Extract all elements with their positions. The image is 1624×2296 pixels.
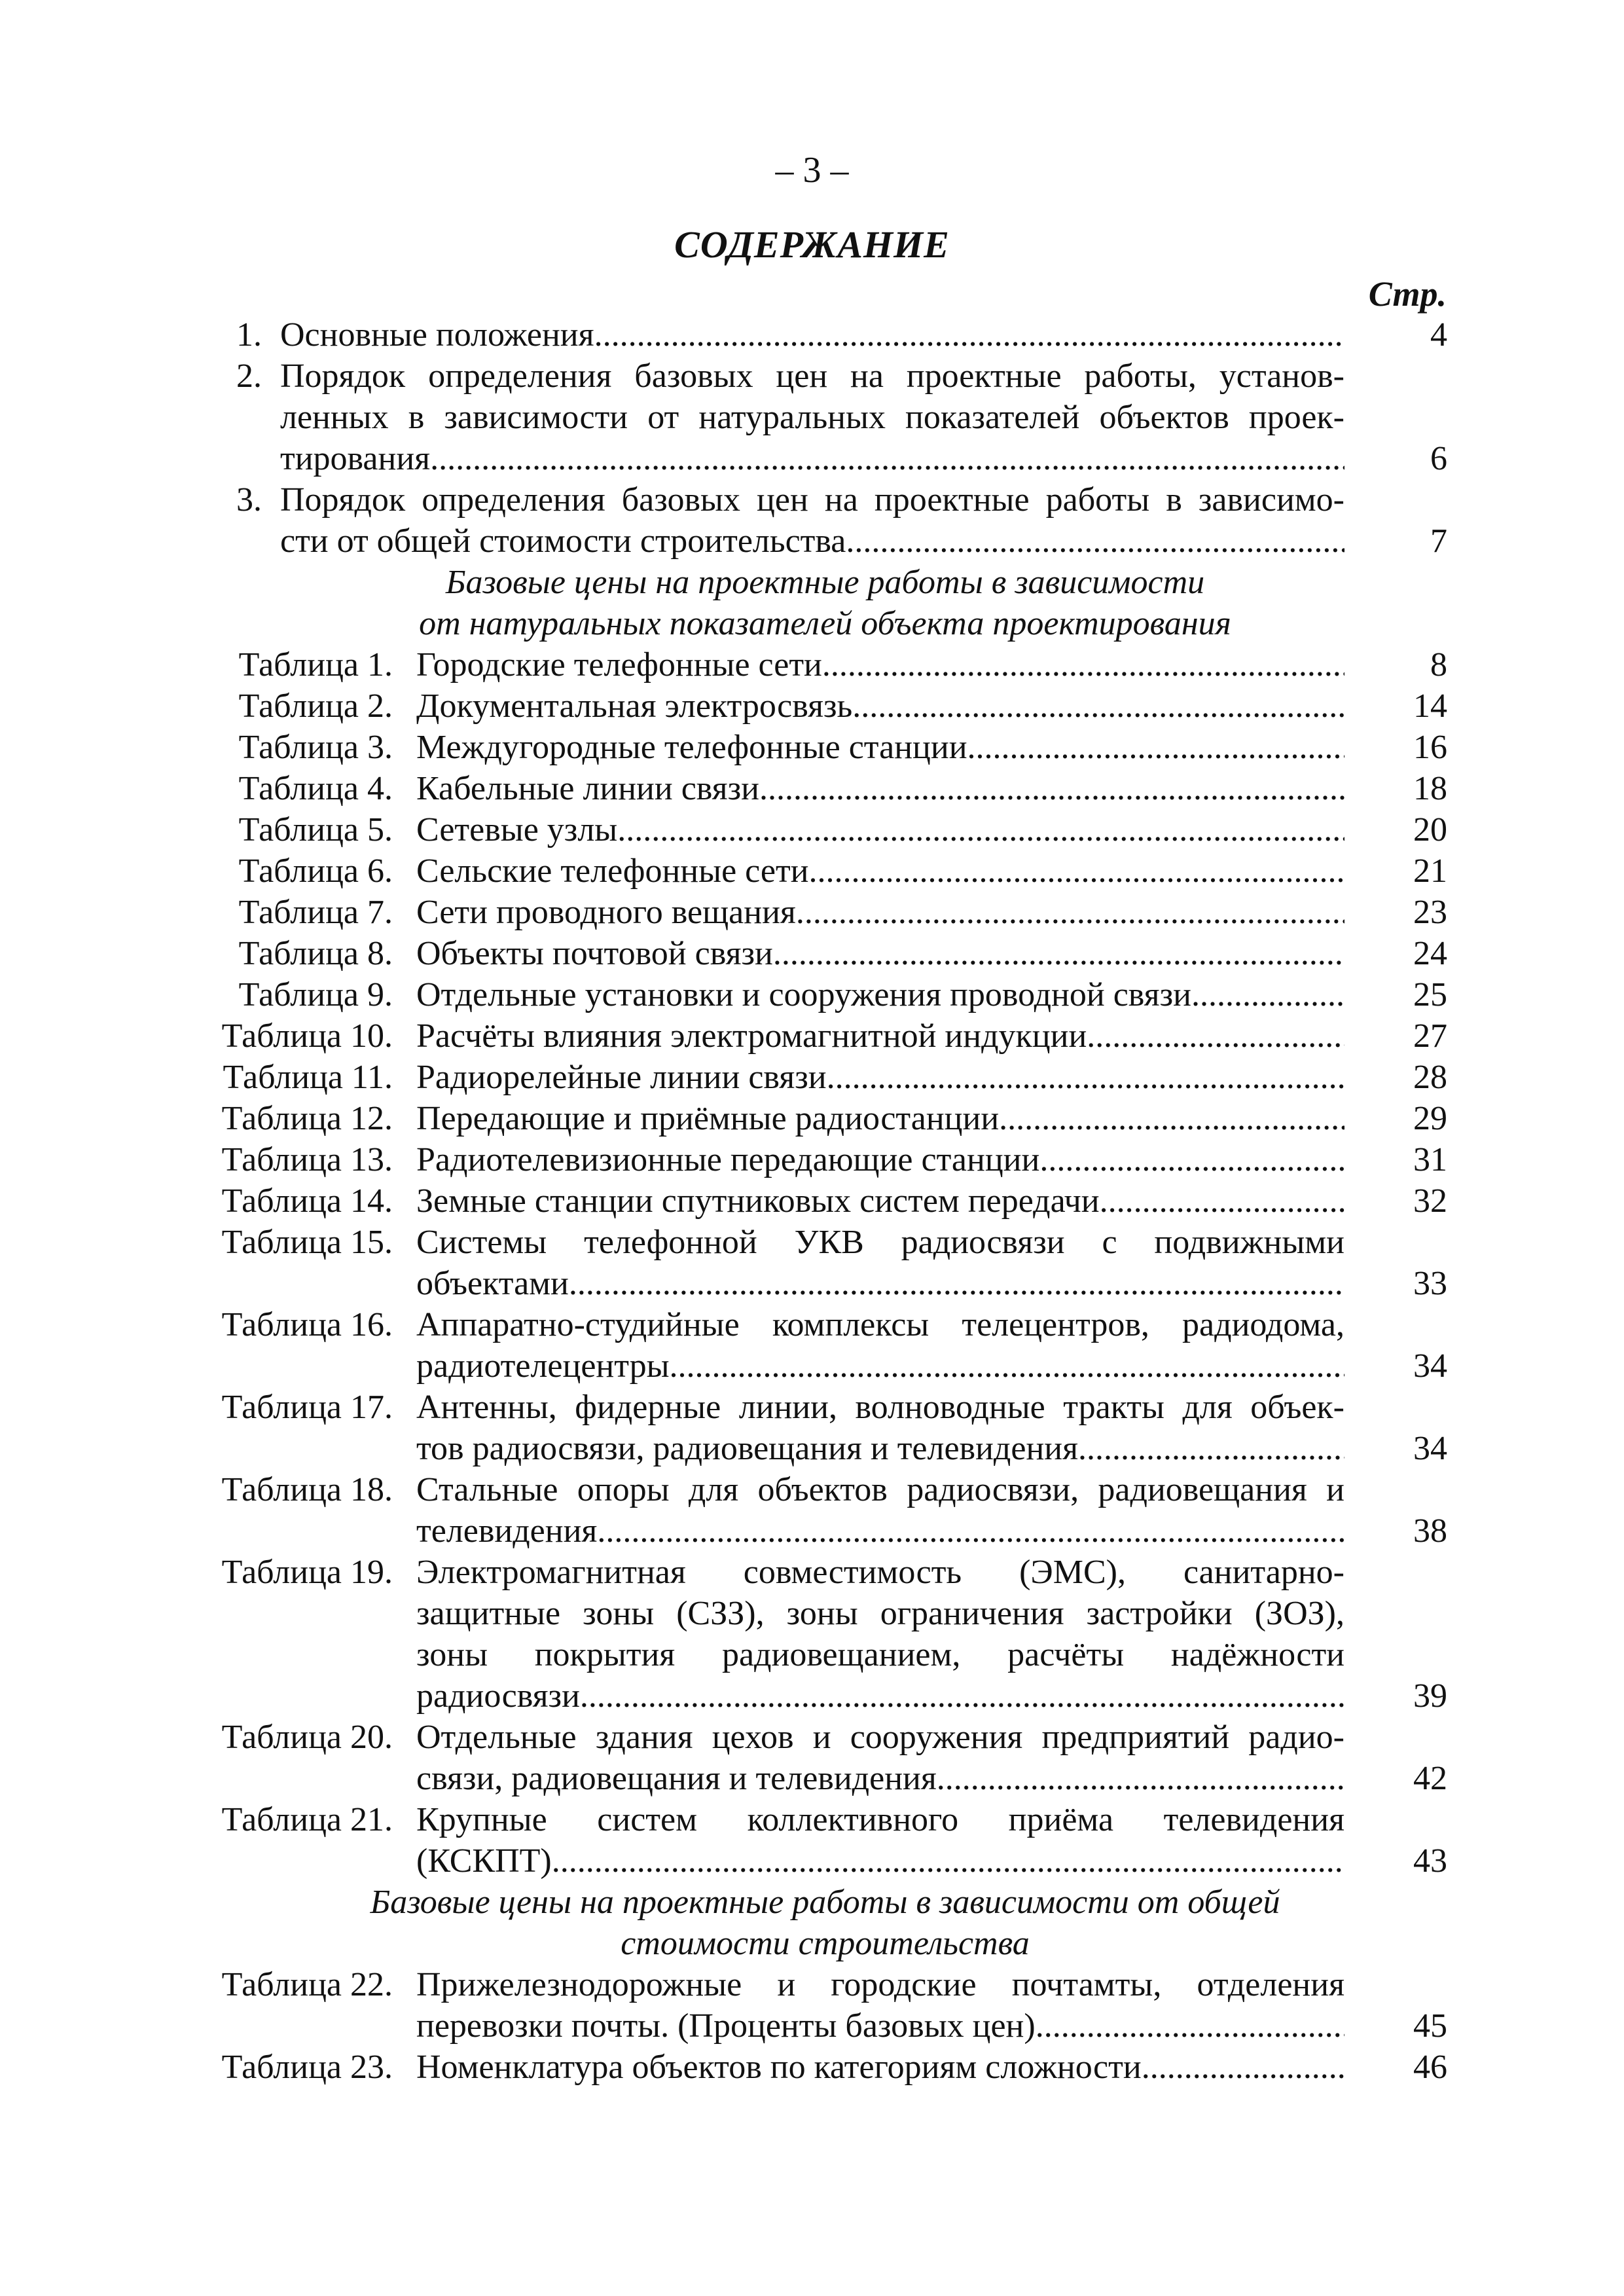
entry-title — [416, 727, 1344, 768]
entry-page-number: 14 — [1413, 687, 1447, 725]
entry-title-line — [416, 892, 1344, 933]
entry-title-text: сти от общей стоимости строительства — [280, 522, 846, 560]
entry-number: Таблица 21. — [221, 1801, 393, 1838]
leader-dots — [597, 1510, 1344, 1552]
entry-title-line: Стальные опоры для объектов радиосвязи, радиовещания и — [416, 1471, 1344, 1508]
toc-table-entry — [0, 1717, 1624, 1799]
entry-page-number: 27 — [1413, 1017, 1447, 1055]
entry-title — [416, 892, 1344, 933]
toc-table-entry — [0, 850, 1624, 892]
entry-page-number: 6 — [1430, 440, 1447, 477]
entry-number: Таблица 10. — [221, 1017, 393, 1055]
leader-dots — [852, 685, 1344, 727]
entry-title-text: Документальная электросвязь — [416, 687, 853, 725]
entry-title-text: радиотелецентры — [416, 1347, 670, 1385]
entry-number: Таблица 5. — [238, 811, 393, 848]
page-column-header: Стр. — [1368, 274, 1447, 314]
entry-title-line — [416, 1675, 1344, 1717]
entry-title-text: Кабельные линии связи — [416, 770, 759, 807]
table-of-contents — [0, 314, 1624, 2088]
entry-title-text: Городские телефонные сети — [416, 646, 822, 683]
entry-title-line — [280, 520, 1344, 562]
entry-title — [416, 974, 1344, 1015]
entry-title-line — [416, 1840, 1344, 1882]
entry-title-text: (КСКПТ) — [416, 1842, 552, 1880]
entry-title-line: ленных в зависимости от натуральных показателей объектов проек- — [280, 399, 1344, 436]
leader-dots — [1036, 2005, 1344, 2047]
entry-number: Таблица 22. — [221, 1966, 393, 2003]
entry-title-line — [416, 850, 1344, 892]
entry-title-line — [416, 1057, 1344, 1098]
entry-number: Таблица 3. — [238, 729, 393, 766]
leader-dots — [617, 809, 1344, 850]
toc-table-entry — [0, 974, 1624, 1015]
entry-number: Таблица 12. — [221, 1100, 393, 1137]
leader-dots — [1100, 1180, 1344, 1222]
entry-title-line — [416, 1015, 1344, 1057]
leader-dots — [580, 1675, 1344, 1717]
entry-page-number: 32 — [1413, 1182, 1447, 1220]
toc-table-entry — [0, 1552, 1624, 1717]
entry-title-line: Порядок определения базовых цен на проектные работы в зависимо- — [280, 481, 1344, 519]
leader-dots — [796, 892, 1344, 933]
entry-title — [416, 1057, 1344, 1098]
entry-title — [416, 685, 1344, 727]
entry-page-number: 43 — [1413, 1842, 1447, 1880]
toc-table-entry — [0, 644, 1624, 685]
entry-title-line: Электромагнитная совместимость (ЭМС), санитарно- — [416, 1554, 1344, 1591]
entry-number: Таблица 4. — [238, 770, 393, 807]
entry-number: Таблица 9. — [238, 976, 393, 1013]
entry-title-text: Сети проводного вещания — [416, 894, 796, 931]
entry-page-number: 46 — [1413, 2049, 1447, 2086]
leader-dots — [1087, 1015, 1344, 1057]
toc-title: СОДЕРЖАНИЕ — [674, 223, 950, 266]
toc-table-entry — [0, 1304, 1624, 1387]
entry-title-line: Порядок определения базовых цен на проектные работы, установ- — [280, 357, 1344, 395]
entry-title-line — [416, 1263, 1344, 1304]
entry-page-number: 21 — [1413, 852, 1447, 890]
toc-section-entry — [0, 479, 1624, 562]
entry-number: Таблица 2. — [238, 687, 393, 725]
entry-title-text: перевозки почты. (Проценты базовых цен) — [416, 2007, 1036, 2045]
entry-title-text: Расчёты влияния электромагнитной индукции — [416, 1017, 1087, 1055]
entry-title-text: Земные станции спутниковых систем передачи — [416, 1182, 1100, 1220]
leader-dots — [594, 314, 1344, 355]
entry-page-number: 24 — [1413, 935, 1447, 972]
entry-title-text: Номенклатура объектов по категориям сложности — [416, 2049, 1142, 2086]
entry-title — [416, 1964, 1344, 2047]
leader-dots — [1142, 2047, 1344, 2088]
leader-dots — [967, 727, 1344, 768]
entry-page-number: 34 — [1413, 1430, 1447, 1467]
entry-title-text: тов радиосвязи, радиовещания и телевидения — [416, 1430, 1079, 1467]
leader-dots — [773, 933, 1344, 974]
entry-title-line — [416, 2047, 1344, 2088]
entry-title — [416, 809, 1344, 850]
entry-page-number: 42 — [1413, 1760, 1447, 1797]
leader-dots — [822, 644, 1344, 685]
entry-number: Таблица 6. — [238, 852, 393, 890]
entry-number: Таблица 20. — [221, 1719, 393, 1756]
entry-title-line — [416, 1428, 1344, 1469]
entry-title — [416, 1799, 1344, 1882]
entry-title — [416, 1015, 1344, 1057]
entry-page-number: 45 — [1413, 2007, 1447, 2045]
entry-title-line — [416, 768, 1344, 809]
leader-dots — [759, 768, 1344, 809]
entry-number: Таблица 23. — [221, 2049, 393, 2086]
toc-table-entry — [0, 1387, 1624, 1469]
section-heading: Базовые цены на проектные работы в зависимости от общей — [370, 1884, 1280, 1921]
leader-dots — [430, 438, 1344, 479]
leader-dots — [809, 850, 1345, 892]
toc-table-entry — [0, 1222, 1624, 1304]
leader-dots — [1191, 974, 1344, 1015]
entry-title-line: зоны покрытия радиовещанием, расчёты надёжности — [416, 1636, 1344, 1673]
leader-dots — [846, 520, 1344, 562]
toc-section-entry — [0, 314, 1624, 355]
entry-title-line — [416, 727, 1344, 768]
entry-title-line: Прижелезнодорожные и городские почтамты, отделения — [416, 1966, 1344, 2003]
leader-dots — [569, 1263, 1344, 1304]
entry-page-number: 23 — [1413, 894, 1447, 931]
toc-table-entry — [0, 1057, 1624, 1098]
entry-page-number: 34 — [1413, 1347, 1447, 1385]
entry-page-number: 31 — [1413, 1141, 1447, 1178]
entry-title-text: связи, радиовещания и телевидения — [416, 1760, 937, 1797]
section-heading: Базовые цены на проектные работы в зависимости — [445, 564, 1205, 601]
entry-number: Таблица 15. — [221, 1224, 393, 1261]
entry-title-line — [416, 1345, 1344, 1387]
entry-title — [416, 2047, 1344, 2088]
toc-table-entry — [0, 1139, 1624, 1180]
toc-table-entry — [0, 1015, 1624, 1057]
entry-page-number: 28 — [1413, 1059, 1447, 1096]
entry-title-line — [280, 438, 1344, 479]
entry-title-line — [416, 1139, 1344, 1180]
toc-table-entry — [0, 685, 1624, 727]
leader-dots — [670, 1345, 1344, 1387]
entry-page-number: 20 — [1413, 811, 1447, 848]
entry-number: Таблица 13. — [221, 1141, 393, 1178]
entry-number: Таблица 7. — [238, 894, 393, 931]
entry-title-text: Сетевые узлы — [416, 811, 618, 848]
entry-page-number: 18 — [1413, 770, 1447, 807]
entry-page-number: 39 — [1413, 1677, 1447, 1715]
entry-title — [280, 355, 1344, 479]
leader-dots — [999, 1098, 1344, 1139]
toc-table-entry — [0, 1964, 1624, 2047]
entry-title-text: Радиорелейные линии связи — [416, 1059, 827, 1096]
entry-title — [416, 1098, 1344, 1139]
entry-title — [416, 1139, 1344, 1180]
entry-title — [416, 1717, 1344, 1799]
entry-title-text: Передающие и приёмные радиостанции — [416, 1100, 1000, 1137]
entry-title-line — [416, 644, 1344, 685]
leader-dots — [1078, 1428, 1344, 1469]
entry-title — [280, 314, 1344, 355]
toc-table-entry — [0, 727, 1624, 768]
toc-table-entry — [0, 1469, 1624, 1552]
entry-title-text: Объекты почтовой связи — [416, 935, 773, 972]
entry-page-number: 25 — [1413, 976, 1447, 1013]
entry-title-line — [416, 974, 1344, 1015]
toc-section-entry — [0, 355, 1624, 479]
entry-number: Таблица 14. — [221, 1182, 393, 1220]
entry-number: 3. — [236, 481, 262, 519]
entry-title-line: защитные зоны (СЗЗ), зоны ограничения застройки (ЗОЗ), — [416, 1595, 1344, 1632]
entry-number: 2. — [236, 357, 262, 395]
leader-dots — [552, 1840, 1344, 1882]
toc-table-entry — [0, 933, 1624, 974]
entry-title-line — [416, 809, 1344, 850]
entry-number: Таблица 1. — [238, 646, 393, 683]
entry-title — [280, 479, 1344, 562]
entry-page-number: 4 — [1430, 316, 1447, 354]
entry-number: Таблица 17. — [221, 1389, 393, 1426]
entry-title-text: тирования — [280, 440, 431, 477]
entry-number: Таблица 8. — [238, 935, 393, 972]
entry-page-number: 29 — [1413, 1100, 1447, 1137]
entry-title-line: Антенны, фидерные линии, волноводные тракты для объек- — [416, 1389, 1344, 1426]
entry-title-text: радиосвязи — [416, 1677, 580, 1715]
entry-title — [416, 644, 1344, 685]
toc-table-entry — [0, 892, 1624, 933]
toc-table-entry — [0, 1799, 1624, 1882]
entry-title — [416, 1469, 1344, 1552]
entry-number: Таблица 11. — [223, 1059, 393, 1096]
entry-number: 1. — [236, 316, 262, 354]
entry-title — [416, 850, 1344, 892]
entry-page-number: 7 — [1430, 522, 1447, 560]
entry-title — [416, 1387, 1344, 1469]
section-heading: стоимости строительства — [621, 1925, 1030, 1962]
entry-page-number: 8 — [1430, 646, 1447, 683]
entry-title-line: Отдельные здания цехов и сооружения предприятий радио- — [416, 1719, 1344, 1756]
entry-title-line — [280, 314, 1344, 355]
entry-title-text: Радиотелевизионные передающие станции — [416, 1141, 1040, 1178]
entry-title-line — [416, 2005, 1344, 2047]
entry-number: Таблица 19. — [221, 1554, 393, 1591]
entry-title-line: Аппаратно-студийные комплексы телецентров, радиодома, — [416, 1306, 1344, 1343]
entry-page-number: 33 — [1413, 1265, 1447, 1302]
leader-dots — [937, 1758, 1344, 1799]
toc-table-entry — [0, 768, 1624, 809]
entry-page-number: 16 — [1413, 729, 1447, 766]
entry-title-line: Системы телефонной УКВ радиосвязи с подвижными — [416, 1224, 1344, 1261]
entry-title-text: объектами — [416, 1265, 569, 1302]
entry-title — [416, 1552, 1344, 1717]
entry-title-line — [416, 933, 1344, 974]
entry-title-line: Крупные систем коллективного приёма телевидения — [416, 1801, 1344, 1838]
entry-title-line — [416, 685, 1344, 727]
entry-title — [416, 1304, 1344, 1387]
entry-title-text: Основные положения — [280, 316, 594, 354]
entry-title-text: Отдельные установки и сооружения проводной связи — [416, 976, 1191, 1013]
leader-dots — [1039, 1139, 1344, 1180]
entry-title-line — [416, 1098, 1344, 1139]
leader-dots — [827, 1057, 1344, 1098]
entry-title — [416, 1222, 1344, 1304]
section-heading: от натуральных показателей объекта проектирования — [419, 605, 1231, 642]
toc-table-entry — [0, 809, 1624, 850]
entry-title-text: телевидения — [416, 1512, 598, 1550]
toc-table-entry — [0, 1098, 1624, 1139]
page-number: – 3 – — [775, 150, 849, 191]
entry-number: Таблица 16. — [221, 1306, 393, 1343]
entry-title-text: Сельские телефонные сети — [416, 852, 809, 890]
entry-title — [416, 768, 1344, 809]
entry-title-text: Междугородные телефонные станции — [416, 729, 967, 766]
entry-title — [416, 933, 1344, 974]
toc-table-entry — [0, 2047, 1624, 2088]
entry-page-number: 38 — [1413, 1512, 1447, 1550]
entry-title-line — [416, 1510, 1344, 1552]
entry-title — [416, 1180, 1344, 1222]
entry-title-line — [416, 1758, 1344, 1799]
toc-table-entry — [0, 1180, 1624, 1222]
entry-title-line — [416, 1180, 1344, 1222]
entry-number: Таблица 18. — [221, 1471, 393, 1508]
